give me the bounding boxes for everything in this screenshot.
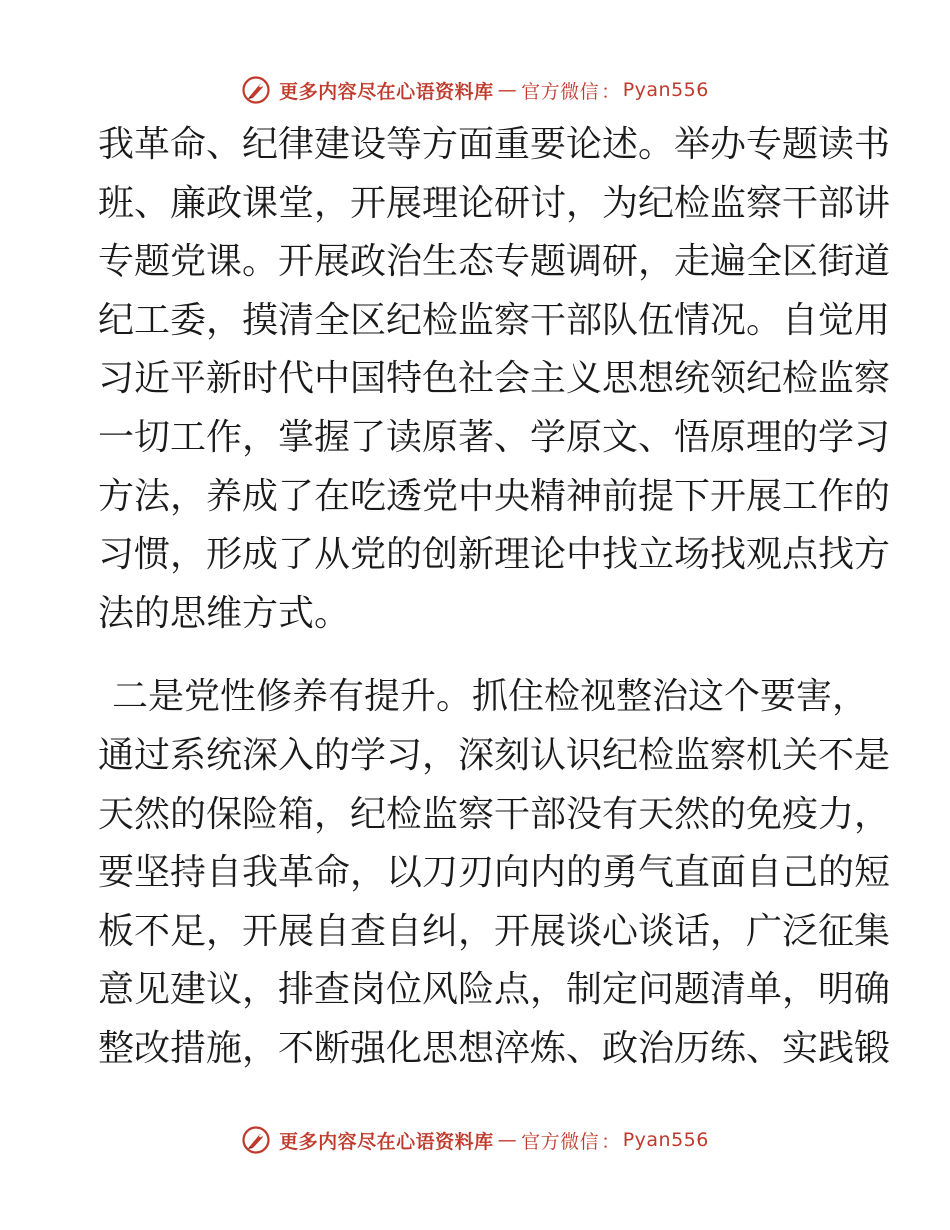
paragraph-1-line: 纪工委，摸清全区纪检监察干部队伍情况。自觉用 <box>98 299 891 341</box>
banner-wechat-label: 官方微信 <box>521 80 600 103</box>
banner-dash: — <box>497 1129 518 1151</box>
paragraph-2-line: 通过系统深入的学习，深刻认识纪检监察机关不是 <box>98 734 891 776</box>
pen-nib-logo-icon <box>241 1125 271 1155</box>
paragraph-1-line: 一切工作，掌握了读原著、学原文、悟原理的学习 <box>98 416 891 458</box>
pen-nib-logo-icon <box>241 75 271 105</box>
paragraph-2-line: 二是党性修养有提升。抓住检视整治这个要害， <box>112 676 869 718</box>
paragraph-1 <box>98 116 891 643</box>
document-body <box>98 116 891 1079</box>
banner-brand-text: 更多内容尽在心语资料库 <box>279 1130 494 1153</box>
paragraph-1-line: 法的思维方式。 <box>98 592 351 634</box>
banner-brand-text: 更多内容尽在心语资料库 <box>279 80 494 103</box>
paragraph-1-line: 方法，养成了在吃透党中央精神前提下开展工作的 <box>98 475 891 517</box>
paragraph-2-line: 要坚持自我革命，以刀刃向内的勇气直面自己的短 <box>98 852 891 894</box>
paragraph-1-line: 专题党课。开展政治生态专题调研，走遍全区街道 <box>98 241 891 283</box>
banner-separator: ： <box>601 80 621 103</box>
paragraph-2-line: 意见建议，排查岗位风险点，制定问题清单，明确 <box>98 969 891 1011</box>
header-watermark-banner <box>0 70 950 110</box>
paragraph-2-line: 板不足，开展自查自纠，开展谈心谈话，广泛征集 <box>98 910 891 952</box>
paragraph-1-line: 我革命、纪律建设等方面重要论述。举办专题读书 <box>98 124 891 165</box>
banner-wechat-id: Pyan556 <box>622 1129 709 1151</box>
paragraph-2-line: 整改措施，不断强化思想淬炼、政治历练、实践锻 <box>98 1027 891 1069</box>
paragraph-1-line: 习惯，形成了从党的创新理论中找立场找观点找方 <box>98 534 891 576</box>
banner-wechat-id: Pyan556 <box>622 79 709 101</box>
paragraph-2 <box>98 668 891 1078</box>
paragraph-2-line: 天然的保险箱，纪检监察干部没有天然的免疫力， <box>98 793 891 835</box>
paragraph-1-line: 习近平新时代中国特色社会主义思想统领纪检监察 <box>98 358 891 400</box>
banner-dash: — <box>497 79 518 101</box>
paragraph-1-line: 班、廉政课堂，开展理论研讨，为纪检监察干部讲 <box>98 182 891 224</box>
footer-watermark-banner <box>0 1120 950 1160</box>
banner-wechat-label: 官方微信 <box>521 1130 600 1153</box>
banner-separator: ： <box>601 1130 621 1153</box>
